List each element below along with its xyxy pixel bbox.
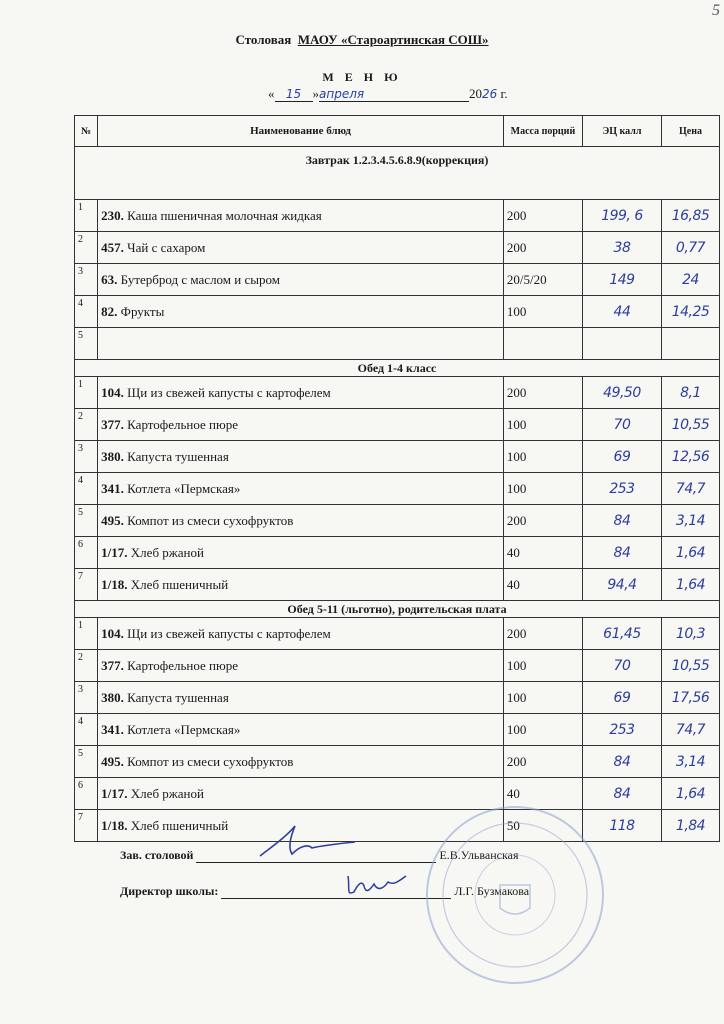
dish-cell (98, 714, 504, 746)
dish-code: 341. (101, 480, 124, 496)
dish-mass: 100 (503, 473, 582, 505)
dish-cell (98, 409, 504, 441)
date-day: 15 (275, 87, 313, 102)
dish-kcal (582, 328, 661, 360)
dish-code: 82. (101, 303, 118, 319)
dish-cell (98, 200, 504, 232)
row-number: 2 (75, 409, 98, 441)
canteen-signature (250, 818, 360, 868)
menu-body (75, 147, 720, 842)
row-number: 5 (75, 328, 98, 360)
dish-price: 24 (661, 264, 719, 296)
date-close-quote: » (312, 86, 319, 101)
dish-code: 380. (101, 448, 124, 464)
dish-price: 12,56 (661, 441, 719, 473)
dish-name: Хлеб ржаной (130, 785, 204, 801)
dish-code: 63. (101, 271, 118, 287)
dish-kcal: 61,45 (582, 618, 661, 650)
row-number: 1 (75, 618, 98, 650)
table-row (75, 618, 720, 650)
dish-cell (98, 296, 504, 328)
row-number: 1 (75, 200, 98, 232)
column-header-name: Наименование блюд (98, 116, 504, 147)
table-row (75, 505, 720, 537)
dish-cell (98, 232, 504, 264)
row-number: 4 (75, 473, 98, 505)
organization-name: МАОУ «Староартинская СОШ» (297, 32, 489, 47)
date-suffix: г. (500, 86, 508, 101)
table-row (75, 200, 720, 232)
dish-mass: 200 (503, 377, 582, 409)
dish-kcal: 253 (582, 473, 661, 505)
section-title: Обед 5-11 (льготно), родительская плата (75, 601, 720, 618)
dish-price: 74,7 (661, 714, 719, 746)
dish-code: 230. (101, 207, 124, 223)
table-row (75, 682, 720, 714)
dish-mass: 100 (503, 409, 582, 441)
dish-kcal: 84 (582, 746, 661, 778)
dish-price: 1,64 (661, 537, 719, 569)
dish-code: 1/18. (101, 576, 128, 592)
table-row (75, 264, 720, 296)
dish-mass: 100 (503, 650, 582, 682)
row-number: 5 (75, 746, 98, 778)
dish-name: Компот из смеси сухофруктов (127, 512, 294, 528)
dish-name: Картофельное пюре (127, 657, 238, 673)
dish-name: Хлеб пшеничный (130, 817, 229, 833)
row-number: 7 (75, 569, 98, 601)
dish-mass: 100 (503, 296, 582, 328)
section-header-row (75, 360, 720, 377)
dish-name: Бутерброд с маслом и сыром (120, 271, 280, 287)
dish-price: 14,25 (661, 296, 719, 328)
dish-mass: 100 (503, 682, 582, 714)
dish-cell (98, 650, 504, 682)
dish-name: Хлеб ржаной (130, 544, 204, 560)
table-row (75, 232, 720, 264)
date-month: апреля (319, 87, 469, 102)
row-number: 1 (75, 377, 98, 409)
dish-cell (98, 682, 504, 714)
dish-mass: 40 (503, 778, 582, 810)
date-year-suffix: 26 (482, 87, 498, 101)
dish-name: Котлета «Пермская» (127, 721, 241, 737)
dish-kcal: 199, 6 (582, 200, 661, 232)
dish-price: 17,56 (661, 682, 719, 714)
dish-price: 10,55 (661, 409, 719, 441)
date-year-prefix: 20 (469, 86, 482, 101)
dish-mass: 40 (503, 569, 582, 601)
dish-cell (98, 473, 504, 505)
dish-mass: 200 (503, 232, 582, 264)
dish-cell (98, 441, 504, 473)
dish-code: 495. (101, 512, 124, 528)
row-number: 7 (75, 810, 98, 842)
dish-name: Капуста тушенная (127, 448, 229, 464)
dish-kcal: 84 (582, 537, 661, 569)
row-number: 5 (75, 505, 98, 537)
dish-mass: 100 (503, 714, 582, 746)
dish-kcal: 84 (582, 505, 661, 537)
header-prefix: Столовая (235, 32, 292, 47)
dish-kcal: 253 (582, 714, 661, 746)
section-title: Завтрак 1.2.3.4.5.6.8.9(коррекция) (75, 147, 720, 200)
dish-cell (98, 505, 504, 537)
dish-name: Компот из смеси сухофруктов (127, 753, 294, 769)
dish-price: 16,85 (661, 200, 719, 232)
row-number: 3 (75, 264, 98, 296)
dish-cell (98, 569, 504, 601)
column-header-num: № (75, 116, 98, 147)
table-row (75, 473, 720, 505)
canteen-label: Зав. столовой (120, 848, 194, 862)
dish-code: 1/17. (101, 544, 128, 560)
dish-kcal: 94,4 (582, 569, 661, 601)
dish-kcal: 49,50 (582, 377, 661, 409)
dish-mass: 200 (503, 618, 582, 650)
column-header-price: Цена (661, 116, 719, 147)
table-row (75, 409, 720, 441)
director-name: Л.Г. Бузмакова (454, 884, 530, 898)
dish-price: 0,77 (661, 232, 719, 264)
dish-price: 3,14 (661, 746, 719, 778)
dish-kcal: 44 (582, 296, 661, 328)
document-header (0, 32, 724, 48)
dish-price: 10,55 (661, 650, 719, 682)
table-row (75, 650, 720, 682)
dish-cell (98, 264, 504, 296)
dish-name: Хлеб пшеничный (130, 576, 229, 592)
dish-mass: 100 (503, 441, 582, 473)
dish-mass: 200 (503, 505, 582, 537)
dish-mass: 20/5/20 (503, 264, 582, 296)
dish-code: 104. (101, 625, 124, 641)
dish-kcal: 70 (582, 409, 661, 441)
section-header-row (75, 147, 720, 200)
dish-kcal: 38 (582, 232, 661, 264)
table-row (75, 569, 720, 601)
dish-name: Каша пшеничная молочная жидкая (127, 207, 322, 223)
table-row (75, 441, 720, 473)
row-number: 3 (75, 441, 98, 473)
dish-name: Котлета «Пермская» (127, 480, 241, 496)
director-signature (340, 866, 420, 906)
dish-cell (98, 377, 504, 409)
dish-price (661, 328, 719, 360)
table-row (75, 714, 720, 746)
row-number: 6 (75, 778, 98, 810)
dish-code: 457. (101, 239, 124, 255)
dish-price: 3,14 (661, 505, 719, 537)
school-stamp (420, 800, 610, 990)
dish-code: 341. (101, 721, 124, 737)
table-row (75, 810, 720, 842)
dish-cell (98, 618, 504, 650)
section-header-row (75, 601, 720, 618)
dish-mass: 40 (503, 537, 582, 569)
dish-name: Капуста тушенная (127, 689, 229, 705)
table-row (75, 746, 720, 778)
page-title: М Е Н Ю (322, 70, 402, 84)
dish-cell (98, 537, 504, 569)
dish-kcal: 118 (582, 810, 661, 842)
dish-code: 377. (101, 416, 124, 432)
director-label: Директор школы: (120, 884, 219, 898)
menu-table (74, 115, 720, 842)
dish-kcal: 69 (582, 441, 661, 473)
dish-cell (98, 328, 504, 360)
date-open-quote: « (268, 86, 275, 101)
row-number: 2 (75, 232, 98, 264)
dish-price: 74,7 (661, 473, 719, 505)
dish-price: 1,84 (661, 810, 719, 842)
row-number: 2 (75, 650, 98, 682)
dish-code: 104. (101, 384, 124, 400)
dish-name: Чай с сахаром (127, 239, 206, 255)
dish-kcal: 70 (582, 650, 661, 682)
row-number: 6 (75, 537, 98, 569)
dish-price: 8,1 (661, 377, 719, 409)
canteen-name: Е.В.Ульванская (439, 848, 519, 862)
dish-mass: 200 (503, 200, 582, 232)
dish-kcal: 149 (582, 264, 661, 296)
page-number: 5 (712, 2, 720, 19)
dish-name: Картофельное пюре (127, 416, 238, 432)
dish-name: Щи из свежей капусты с картофелем (127, 625, 331, 641)
dish-name: Щи из свежей капусты с картофелем (127, 384, 331, 400)
column-header-mass: Масса порций (503, 116, 582, 147)
dish-kcal: 84 (582, 778, 661, 810)
dish-code: 495. (101, 753, 124, 769)
dish-code: 380. (101, 689, 124, 705)
column-header-kcal: ЭЦ калл (582, 116, 661, 147)
table-row (75, 328, 720, 360)
dish-code: 1/18. (101, 817, 128, 833)
table-row (75, 377, 720, 409)
dish-kcal: 69 (582, 682, 661, 714)
table-row (75, 537, 720, 569)
dish-code: 377. (101, 657, 124, 673)
dish-price: 10,3 (661, 618, 719, 650)
row-number: 4 (75, 296, 98, 328)
dish-price: 1,64 (661, 778, 719, 810)
dish-mass: 200 (503, 746, 582, 778)
dish-mass: 50 (503, 810, 582, 842)
table-row (75, 296, 720, 328)
dish-cell (98, 746, 504, 778)
section-title: Обед 1-4 класс (75, 360, 720, 377)
dish-code: 1/17. (101, 785, 128, 801)
dish-name: Фрукты (120, 303, 165, 319)
row-number: 4 (75, 714, 98, 746)
table-row (75, 778, 720, 810)
table-header-row (75, 116, 720, 147)
row-number: 3 (75, 682, 98, 714)
date-line (268, 86, 508, 102)
dish-mass (503, 328, 582, 360)
dish-price: 1,64 (661, 569, 719, 601)
